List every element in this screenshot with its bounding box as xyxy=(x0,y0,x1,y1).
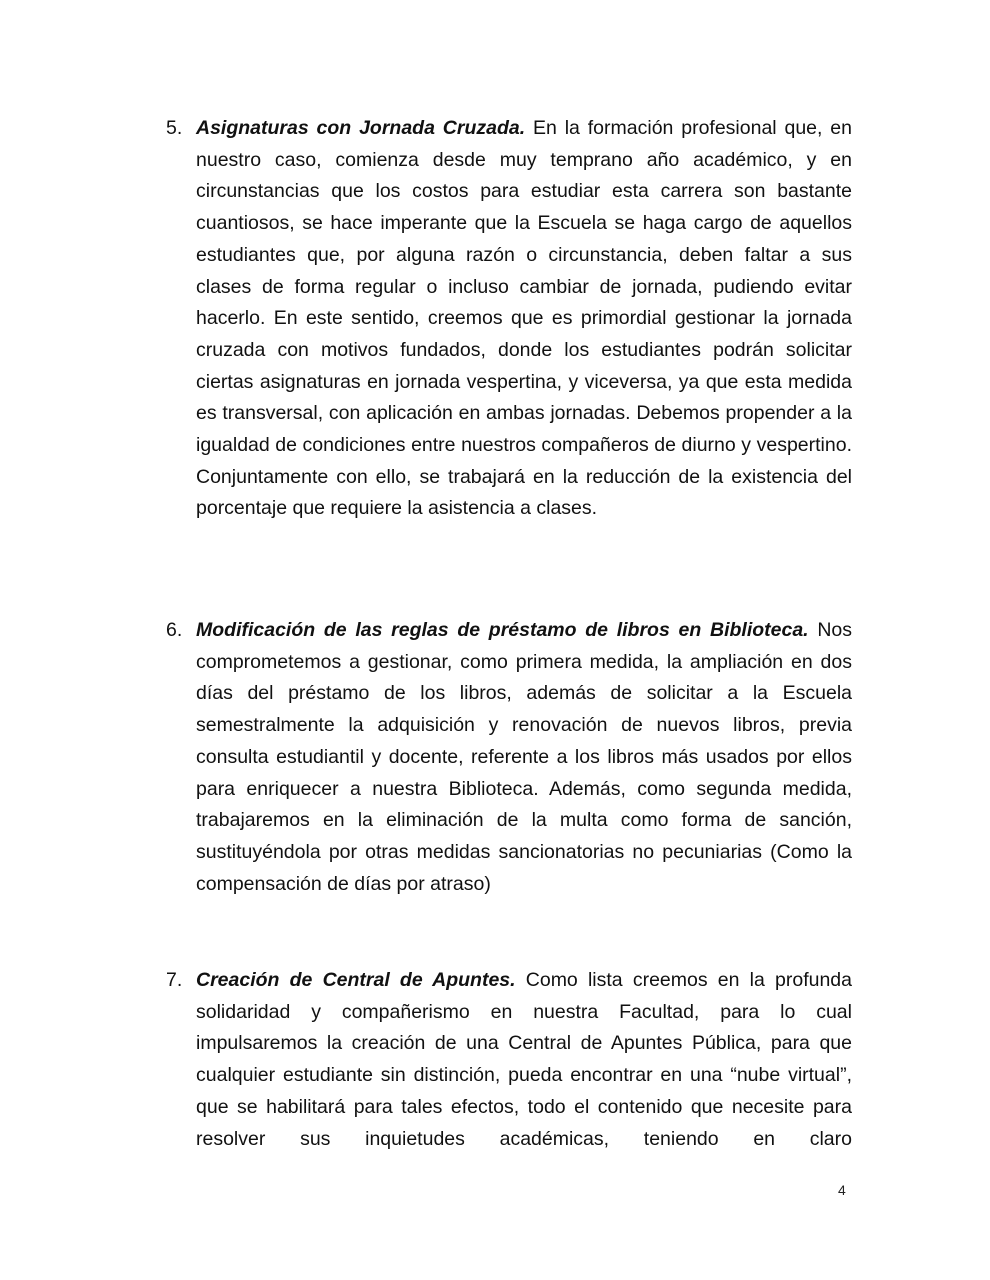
item-number: 6. xyxy=(166,619,183,641)
item-text: En la formación profesional que, en nuestro caso, comienza desde muy temprano año académico, y en circunstancias que los costos para estudiar esta carrera son bastante cuantiosos, se hace imperante que la Escuela se haga cargo de aquellos estudiantes que, por alguna razón o circunstancia, deben faltar a sus clases de forma regular o incluso cambiar de jornada, pudiendo evitar hacerlo. En este sentido, creemos que es primordial gestionar la jornada cruzada con motivos fundados, donde los estudiantes podrán solicitar ciertas asignaturas en jornada vespertina, y viceversa, ya que esta medida es transversal, con aplicación en ambas jornadas. Debemos propender a la igualdad de condiciones entre nuestros compañeros de diurno y vespertino. Conjuntamente con ello, se trabajará en la reducción de la existencia del porcentaje que requiere la asistencia a clases. xyxy=(196,117,852,520)
item-text: Como lista creemos en la profunda solidaridad y compañerismo en nuestra Facultad, para lo cual impulsaremos la creación de una Central de Apuntes Pública, para que cualquier estudiante sin distinción, pueda encontrar en una “nube virtual”, que se habilitará para tales efectos, todo el contenido que necesite para resolver sus inquietudes académicas, teniendo en claro xyxy=(196,969,852,1150)
list-item xyxy=(166,965,852,1155)
page-number: 4 xyxy=(838,1182,846,1198)
item-title: Creación de Central de Apuntes. xyxy=(196,969,516,991)
item-paragraph xyxy=(196,615,852,900)
item-number: 7. xyxy=(166,969,183,991)
item-paragraph xyxy=(196,113,852,525)
item-text: Nos comprometemos a gestionar, como primera medida, la ampliación en dos días del préstamo de los libros, además de solicitar a la Escuela semestralmente la adquisición y renovación de nuevos libros, previa consulta estudiantil y docente, referente a los libros más usados por ellos para enriquecer a nuestra Biblioteca. Además, como segunda medida, trabajaremos en la eliminación de la multa como forma de sanción, sustituyéndola por otras medidas sancionatorias no pecuniarias (Como la compensación de días por atraso) xyxy=(196,619,852,895)
item-title: Modificación de las reglas de préstamo de libros en Biblioteca. xyxy=(196,619,809,641)
item-paragraph xyxy=(196,965,852,1155)
list-item xyxy=(166,113,852,525)
list-item xyxy=(166,615,852,900)
item-title: Asignaturas con Jornada Cruzada. xyxy=(196,117,526,139)
item-number: 5. xyxy=(166,117,183,139)
